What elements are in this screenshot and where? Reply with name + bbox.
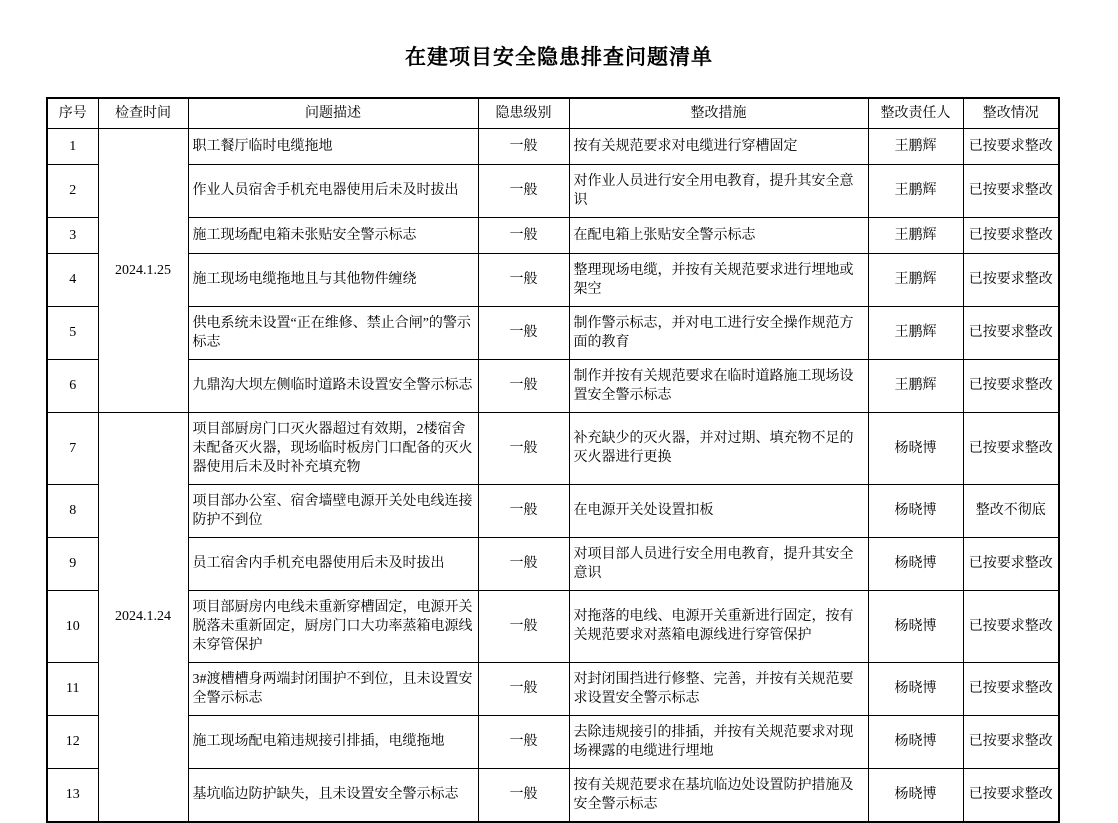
owner-cell: 王鹏辉 — [868, 217, 963, 253]
level-cell: 一般 — [478, 412, 569, 484]
status-cell: 已按要求整改 — [963, 537, 1059, 590]
row-number-cell: 9 — [47, 537, 98, 590]
row-number-cell: 3 — [47, 217, 98, 253]
problem-cell: 作业人员宿舍手机充电器使用后未及时拔出 — [188, 164, 478, 217]
table-row — [47, 662, 1059, 715]
owner-cell: 王鹏辉 — [868, 164, 963, 217]
table-row — [47, 164, 1059, 217]
table-row — [47, 306, 1059, 359]
table-row — [47, 590, 1059, 662]
row-number-cell: 1 — [47, 128, 98, 164]
measure-cell: 整理现场电缆，并按有关规范要求进行埋地或架空 — [569, 253, 868, 306]
level-cell: 一般 — [478, 217, 569, 253]
measure-cell: 在电源开关处设置扣板 — [569, 484, 868, 537]
header-owner: 整改责任人 — [868, 98, 963, 128]
problem-cell: 施工现场配电箱违规接引排插，电缆拖地 — [188, 715, 478, 768]
level-cell: 一般 — [478, 768, 569, 822]
owner-cell: 杨晓博 — [868, 484, 963, 537]
row-number-cell: 2 — [47, 164, 98, 217]
measure-cell: 对项目部人员进行安全用电教育，提升其安全意识 — [569, 537, 868, 590]
problem-cell: 项目部厨房门口灭火器超过有效期，2楼宿舍未配备灭火器，现场临时板房门口配备的灭火器使用后未及时补充填充物 — [188, 412, 478, 484]
status-cell: 整改不彻底 — [963, 484, 1059, 537]
header-problem: 问题描述 — [188, 98, 478, 128]
level-cell: 一般 — [478, 359, 569, 412]
owner-cell: 杨晓博 — [868, 412, 963, 484]
owner-cell: 王鹏辉 — [868, 359, 963, 412]
status-cell: 已按要求整改 — [963, 768, 1059, 822]
status-cell: 已按要求整改 — [963, 253, 1059, 306]
status-cell: 已按要求整改 — [963, 662, 1059, 715]
table-row — [47, 217, 1059, 253]
row-number-cell: 12 — [47, 715, 98, 768]
issues-table — [46, 97, 1060, 823]
table-row — [47, 412, 1059, 484]
measure-cell: 对拖落的电线、电源开关重新进行固定，按有关规范要求对蒸箱电源线进行穿管保护 — [569, 590, 868, 662]
status-cell: 已按要求整改 — [963, 590, 1059, 662]
inspection-date-cell: 2024.1.25 — [98, 128, 188, 412]
status-cell: 已按要求整改 — [963, 128, 1059, 164]
header-no: 序号 — [47, 98, 98, 128]
problem-cell: 项目部办公室、宿舍墙壁电源开关处电线连接防护不到位 — [188, 484, 478, 537]
header-status: 整改情况 — [963, 98, 1059, 128]
owner-cell: 杨晓博 — [868, 715, 963, 768]
status-cell: 已按要求整改 — [963, 306, 1059, 359]
problem-cell: 九鼎沟大坝左侧临时道路未设置安全警示标志 — [188, 359, 478, 412]
inspection-date-cell: 2024.1.24 — [98, 412, 188, 822]
problem-cell: 职工餐厅临时电缆拖地 — [188, 128, 478, 164]
level-cell: 一般 — [478, 128, 569, 164]
status-cell: 已按要求整改 — [963, 715, 1059, 768]
measure-cell: 按有关规范要求对电缆进行穿槽固定 — [569, 128, 868, 164]
level-cell: 一般 — [478, 253, 569, 306]
row-number-cell: 11 — [47, 662, 98, 715]
problem-cell: 基坑临边防护缺失，且未设置安全警示标志 — [188, 768, 478, 822]
table-row — [47, 537, 1059, 590]
header-date: 检查时间 — [98, 98, 188, 128]
row-number-cell: 13 — [47, 768, 98, 822]
row-number-cell: 6 — [47, 359, 98, 412]
problem-cell: 供电系统未设置“正在维修、禁止合闸”的警示标志 — [188, 306, 478, 359]
row-number-cell: 7 — [47, 412, 98, 484]
measure-cell: 去除违规接引的排插，并按有关规范要求对现场裸露的电缆进行埋地 — [569, 715, 868, 768]
owner-cell: 王鹏辉 — [868, 306, 963, 359]
level-cell: 一般 — [478, 306, 569, 359]
table-row — [47, 484, 1059, 537]
level-cell: 一般 — [478, 590, 569, 662]
owner-cell: 王鹏辉 — [868, 128, 963, 164]
problem-cell: 施工现场电缆拖地且与其他物件缠绕 — [188, 253, 478, 306]
header-row — [47, 98, 1059, 128]
row-number-cell: 5 — [47, 306, 98, 359]
measure-cell: 在配电箱上张贴安全警示标志 — [569, 217, 868, 253]
owner-cell: 杨晓博 — [868, 537, 963, 590]
status-cell: 已按要求整改 — [963, 217, 1059, 253]
table-row — [47, 128, 1059, 164]
header-measure: 整改措施 — [569, 98, 868, 128]
level-cell: 一般 — [478, 484, 569, 537]
measure-cell: 按有关规范要求在基坑临边处设置防护措施及安全警示标志 — [569, 768, 868, 822]
table-row — [47, 253, 1059, 306]
problem-cell: 施工现场配电箱未张贴安全警示标志 — [188, 217, 478, 253]
owner-cell: 杨晓博 — [868, 590, 963, 662]
status-cell: 已按要求整改 — [963, 359, 1059, 412]
level-cell: 一般 — [478, 537, 569, 590]
status-cell: 已按要求整改 — [963, 164, 1059, 217]
problem-cell: 员工宿舍内手机充电器使用后未及时拔出 — [188, 537, 478, 590]
row-number-cell: 4 — [47, 253, 98, 306]
level-cell: 一般 — [478, 164, 569, 217]
row-number-cell: 8 — [47, 484, 98, 537]
level-cell: 一般 — [478, 715, 569, 768]
problem-cell: 3#渡槽槽身两端封闭围护不到位，且未设置安全警示标志 — [188, 662, 478, 715]
measure-cell: 制作并按有关规范要求在临时道路施工现场设置安全警示标志 — [569, 359, 868, 412]
owner-cell: 杨晓博 — [868, 768, 963, 822]
table-row — [47, 715, 1059, 768]
header-level: 隐患级别 — [478, 98, 569, 128]
table-row — [47, 359, 1059, 412]
status-cell: 已按要求整改 — [963, 412, 1059, 484]
measure-cell: 对作业人员进行安全用电教育，提升其安全意识 — [569, 164, 868, 217]
measure-cell: 补充缺少的灭火器，并对过期、填充物不足的灭火器进行更换 — [569, 412, 868, 484]
table-row — [47, 768, 1059, 822]
measure-cell: 制作警示标志，并对电工进行安全操作规范方面的教育 — [569, 306, 868, 359]
page-title: 在建项目安全隐患排查问题清单 — [405, 45, 713, 69]
level-cell: 一般 — [478, 662, 569, 715]
problem-cell: 项目部厨房内电线未重新穿槽固定，电源开关脱落未重新固定，厨房门口大功率蒸箱电源线未穿管保护 — [188, 590, 478, 662]
measure-cell: 对封闭围挡进行修整、完善，并按有关规范要求设置安全警示标志 — [569, 662, 868, 715]
owner-cell: 杨晓博 — [868, 662, 963, 715]
owner-cell: 王鹏辉 — [868, 253, 963, 306]
row-number-cell: 10 — [47, 590, 98, 662]
